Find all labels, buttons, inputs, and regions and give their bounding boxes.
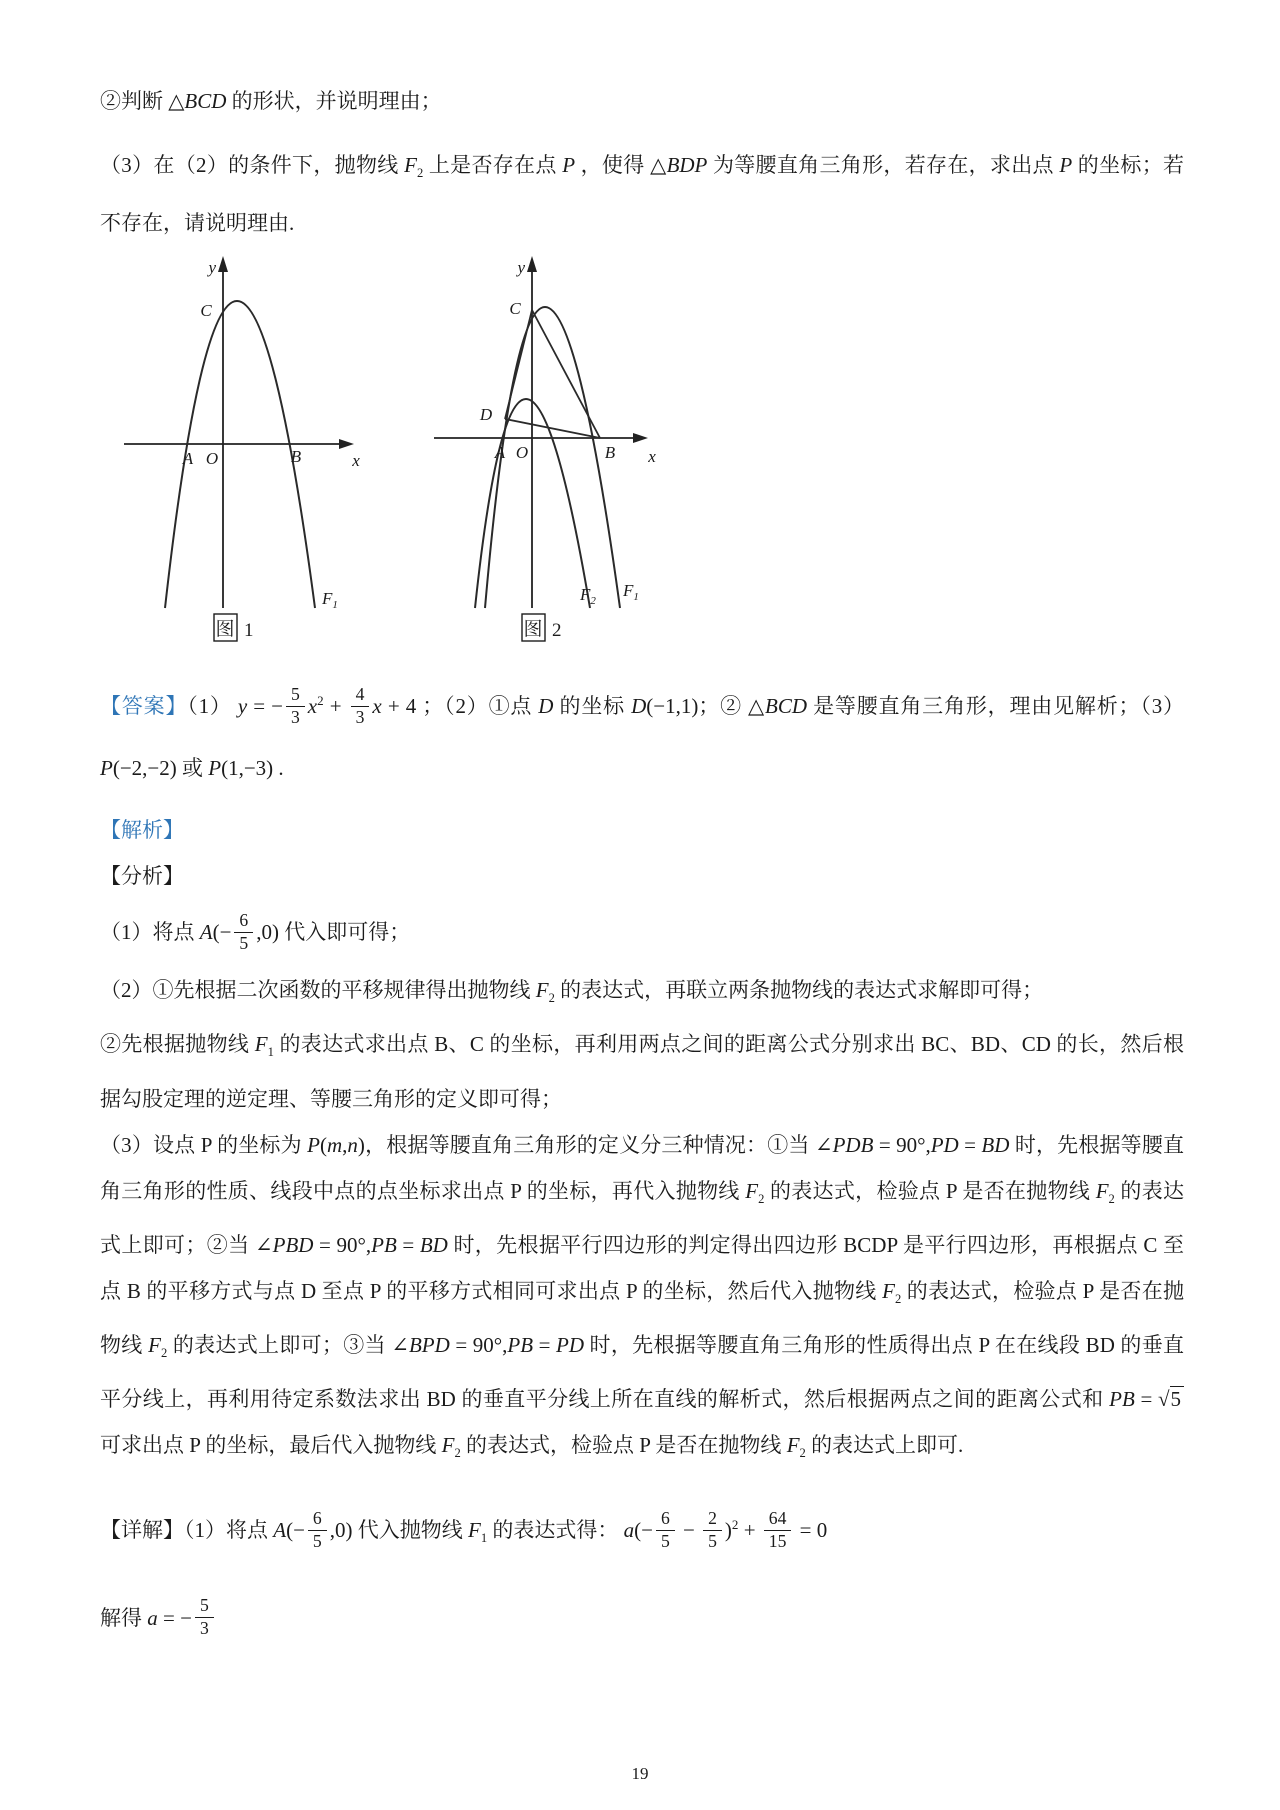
fig1-y-arrow — [218, 256, 228, 272]
math-run: PD — [556, 1332, 584, 1357]
text-run: = − — [157, 1605, 192, 1630]
fraction-numerator: 5 — [286, 685, 305, 707]
section-label-text: 【解析】 — [100, 818, 184, 843]
text-run: (− — [212, 920, 232, 945]
text-run: 的形状，并说明理由； — [226, 89, 442, 113]
math-run: PB — [1109, 1387, 1135, 1412]
fraction — [703, 1509, 722, 1552]
text-run: (− — [286, 1518, 305, 1543]
text-run: 的表达式，检验点 P 是否在抛物线 — [100, 1278, 1184, 1357]
text-run: （1） — [187, 694, 238, 719]
section-label-jiexi — [100, 811, 1184, 849]
text-run: = − — [247, 694, 283, 719]
math-subscript: 2 — [160, 1346, 168, 1361]
text-run: 的表达式得： — [487, 1518, 624, 1543]
text-run: = — [533, 1332, 556, 1357]
math-base: F — [148, 1332, 161, 1357]
text-run: ) — [724, 1518, 732, 1543]
math-subscript: 2 — [416, 166, 424, 181]
fig2-x-label: x — [648, 447, 656, 467]
math-run: PB — [507, 1332, 534, 1357]
text-run: = — [396, 1232, 420, 1257]
fraction-denominator: 3 — [355, 706, 365, 727]
text-run: 是等腰直角三角形，理由见解析；（3） — [807, 694, 1185, 719]
math-run: ∠PDB — [814, 1132, 874, 1157]
analysis-paragraph-3 — [100, 1021, 1184, 1121]
sqrt-sign: √ — [1157, 1387, 1170, 1412]
math-subscript: 1 — [480, 1531, 488, 1546]
text-run: 的表达式上即可. — [805, 1433, 964, 1458]
math-subscripted — [882, 1278, 902, 1306]
math-run: a — [623, 1518, 635, 1543]
math-run: BCD — [765, 694, 808, 719]
fraction-numerator: 6 — [656, 1509, 675, 1531]
math-subscript: 2 — [454, 1446, 461, 1461]
fraction — [351, 685, 370, 728]
math-subscript: 2 — [548, 991, 555, 1006]
math-base: F — [882, 1278, 895, 1303]
fraction-denominator: 5 — [239, 932, 249, 953]
fraction-numerator: 64 — [764, 1509, 792, 1531]
superscript: 2 — [317, 693, 324, 709]
fraction-numerator: 6 — [308, 1509, 327, 1531]
math-base: F — [441, 1433, 455, 1458]
fig1-f1-sub: 1 — [332, 599, 338, 612]
text-run: = 90°, — [449, 1332, 508, 1357]
math-subscript: 2 — [758, 1191, 765, 1206]
text-run: 时，先根据等腰直角三角形的性质、线段中点的点坐标求出点 P 的坐标，再代入抛物线 — [100, 1132, 1185, 1203]
fig2-f1-base: F — [623, 581, 634, 601]
fig2-c-label: C — [509, 299, 521, 319]
question-line-2 — [100, 84, 1184, 118]
math-run: A — [273, 1518, 287, 1543]
math-base: F — [254, 1032, 268, 1057]
text-run: ( — [319, 1132, 327, 1157]
fig2-b-label: B — [604, 443, 616, 463]
math-run: a — [147, 1605, 158, 1630]
math-subscripted — [1095, 1178, 1115, 1206]
fraction-denominator: 5 — [660, 1531, 670, 1551]
fig1-c-label: C — [200, 301, 212, 321]
fig2-f1-label — [622, 581, 639, 603]
fig1-a-label: A — [182, 449, 194, 469]
fig2-o-label: O — [515, 443, 529, 463]
fig2-y-label: y — [517, 258, 525, 278]
text-run: = — [1134, 1387, 1158, 1412]
math-run: BD — [981, 1132, 1010, 1157]
text-run: 的坐标；若不存在，请说明理由. — [100, 153, 1185, 236]
text-run: 【详解】（1）将点 — [100, 1518, 274, 1543]
text-run: − — [677, 1518, 701, 1543]
analysis-paragraph-4 — [100, 1122, 1184, 1477]
superscript: 2 — [731, 1517, 739, 1533]
text-run: 的表达式求出点 B、C 的坐标，再利用两点之间的距离公式分别求出 BC、BD、CD 的长，然后根据勾股定理的逆定理、等腰三角形的定义即可得； — [100, 1032, 1184, 1111]
math-run: PB — [371, 1232, 397, 1257]
text-run: + 4 ；（2）①点 — [381, 694, 539, 719]
math-base: F — [1095, 1178, 1109, 1203]
fraction-denominator: 15 — [768, 1531, 787, 1551]
text-run: 的表达式上即可；③当 — [167, 1332, 392, 1357]
text-run: + — [738, 1518, 761, 1543]
fig1-caption-num: 1 — [244, 620, 254, 642]
figure-1 — [120, 256, 370, 654]
text-run: 时，先根据平行四边形的判定得出四边形 BCDP 是平行四边形，再根据点 C 至点 B 的平移方式与点 D 至点 P 的平移方式相同可求出点 P 的坐标，然后代入抛物线 — [100, 1232, 1184, 1303]
text-run: ，使得 △ — [575, 153, 667, 177]
text-run: 解得 — [100, 1605, 148, 1630]
fig2-y-arrow — [527, 256, 537, 272]
text-run: 为等腰直角三角形，若存在，求出点 — [707, 153, 1060, 177]
text-run: (− — [634, 1518, 653, 1543]
page-number: 19 — [631, 1764, 649, 1783]
math-run: x — [372, 694, 382, 719]
fig1-f1-base: F — [322, 589, 333, 609]
fig1-y-label: y — [208, 258, 216, 278]
math-run: P — [208, 756, 222, 781]
fig2-segment-db — [505, 419, 600, 438]
figures-row — [100, 252, 1184, 654]
fraction — [656, 1509, 675, 1552]
fig2-caption-char: 图 — [523, 619, 543, 641]
fig2-f2-base: F — [580, 585, 591, 605]
text-run: ②判断 △ — [100, 89, 185, 113]
math-subscripted — [404, 153, 424, 181]
fraction-denominator: 3 — [290, 706, 300, 727]
text-run: (−2,−2) 或 — [112, 756, 209, 781]
section-label-text: 【答案】 — [100, 694, 188, 719]
fraction-denominator: 5 — [708, 1531, 717, 1551]
sqrt-radicand: 5 — [1170, 1386, 1185, 1411]
text-run: 的表达式上即可；②当 — [100, 1178, 1184, 1257]
text-run: （3）设点 P 的坐标为 — [100, 1132, 308, 1157]
math-run: BD — [419, 1232, 448, 1257]
text-run: = 90°, — [873, 1132, 931, 1157]
math-subscripted — [467, 1518, 488, 1546]
fig1-x-label: x — [352, 451, 360, 471]
fraction-denominator: 3 — [199, 1618, 209, 1639]
math-subscript: 1 — [267, 1045, 274, 1060]
text-run: + — [323, 694, 348, 719]
fig2-parabola-f1 — [485, 307, 620, 608]
math-subscripted — [535, 978, 555, 1006]
math-subscript: 2 — [799, 1446, 806, 1461]
fraction-denominator: 5 — [312, 1531, 322, 1551]
fig2-caption-num: 2 — [552, 620, 562, 642]
text-run: 【分析】 — [100, 864, 184, 889]
math-run: D — [538, 694, 554, 719]
answer-paragraph — [100, 670, 1184, 799]
text-run: = 0 — [794, 1518, 828, 1543]
fig1-caption-char: 图 — [215, 619, 235, 641]
text-run: , — [342, 1132, 348, 1157]
section-label-fenxi — [100, 857, 1184, 895]
text-run: 的坐标 — [553, 694, 632, 719]
text-run: ②先根据抛物线 — [100, 1032, 255, 1057]
math-run: n — [347, 1132, 358, 1157]
math-run: P — [100, 756, 113, 781]
math-run: y — [237, 694, 248, 719]
fraction-numerator: 2 — [703, 1509, 722, 1531]
fig2-f2-label — [579, 585, 596, 607]
text-run: 时，先根据等腰直角三角形的性质得出点 P 在在线段 BD 的垂直平分线上，再利用待定系数法求出 BD 的垂直平分线上所在直线的解析式，然后根据两点之间的距离公式和 — [100, 1332, 1185, 1412]
math-subscript: 2 — [1108, 1191, 1115, 1206]
math-base: F — [535, 978, 549, 1003]
text-run: （2）①先根据二次函数的平移规律得出抛物线 — [100, 978, 536, 1003]
math-subscripted — [441, 1433, 461, 1461]
fig1-o-label: O — [205, 449, 219, 469]
fig2-x-arrow — [633, 433, 648, 443]
text-run: = 90°, — [313, 1232, 372, 1257]
solution-line — [100, 1586, 1184, 1650]
text-run: 的表达式，再联立两条抛物线的表达式求解即可得； — [554, 978, 1044, 1003]
math-base: F — [745, 1178, 759, 1203]
math-subscripted — [786, 1433, 806, 1461]
math-run: m — [326, 1132, 343, 1157]
fig2-f1-sub: 1 — [633, 591, 639, 604]
fraction — [195, 1596, 214, 1639]
analysis-paragraph-1 — [100, 901, 1184, 963]
math-run: BCD — [184, 89, 227, 113]
math-base: F — [467, 1518, 481, 1543]
page-content — [100, 84, 1184, 1650]
fraction — [308, 1509, 327, 1552]
math-run: P — [562, 153, 576, 177]
math-base: F — [786, 1433, 800, 1458]
text-run: = — [958, 1132, 982, 1157]
text-run: (−1,1)；② △ — [646, 694, 766, 719]
text-run: （3）在（2）的条件下，抛物线 — [100, 153, 405, 177]
text-run: 上是否存在点 — [423, 153, 563, 177]
question-part-3 — [100, 140, 1184, 248]
text-run: 的表达式，检验点 P 是否在抛物线 — [460, 1433, 787, 1458]
math-subscripted — [148, 1332, 168, 1361]
math-run: x — [307, 694, 318, 719]
text-run: 的表达式，检验点 P 是否在抛物线 — [764, 1178, 1096, 1203]
analysis-paragraph-2 — [100, 967, 1184, 1021]
text-run: (1,−3) . — [221, 756, 284, 781]
sqrt-expression — [1158, 1376, 1184, 1422]
math-run: ∠BPD — [391, 1332, 450, 1357]
math-subscripted — [745, 1178, 765, 1206]
fig2-f2-sub: 2 — [590, 595, 596, 608]
fig1-f1-label — [321, 589, 338, 611]
fig2-a-label: A — [494, 443, 506, 463]
fraction — [286, 685, 305, 728]
math-run: P — [307, 1132, 320, 1157]
fraction-numerator: 5 — [195, 1596, 214, 1618]
fraction-numerator: 4 — [351, 685, 370, 707]
math-base: F — [404, 153, 417, 177]
math-subscripted — [254, 1032, 274, 1060]
fig1-b-label: B — [290, 447, 302, 467]
math-subscript: 2 — [894, 1291, 902, 1306]
fig2-segment-cb — [532, 310, 600, 438]
text-run: )，根据等腰直角三角形的定义分三种情况：①当 — [357, 1132, 815, 1157]
math-run: A — [199, 920, 213, 945]
math-run: D — [631, 694, 647, 719]
text-run: ,0) 代入抛物线 — [329, 1518, 468, 1543]
fraction — [234, 911, 253, 954]
fraction — [764, 1509, 792, 1552]
text-run: 可求出点 P 的坐标，最后代入抛物线 — [100, 1433, 442, 1458]
fig1-x-arrow — [339, 439, 354, 449]
fig2-d-label: D — [479, 405, 493, 425]
math-run: PD — [930, 1132, 959, 1157]
fraction-numerator: 6 — [234, 911, 253, 933]
detail-paragraph — [100, 1490, 1184, 1573]
math-run: ∠PBD — [255, 1232, 314, 1257]
figure-2 — [430, 256, 670, 654]
math-run: P — [1059, 153, 1073, 177]
text-run: （1）将点 — [100, 920, 200, 945]
math-run: BDP — [666, 153, 708, 177]
text-run: ,0) 代入即可得； — [256, 920, 411, 945]
